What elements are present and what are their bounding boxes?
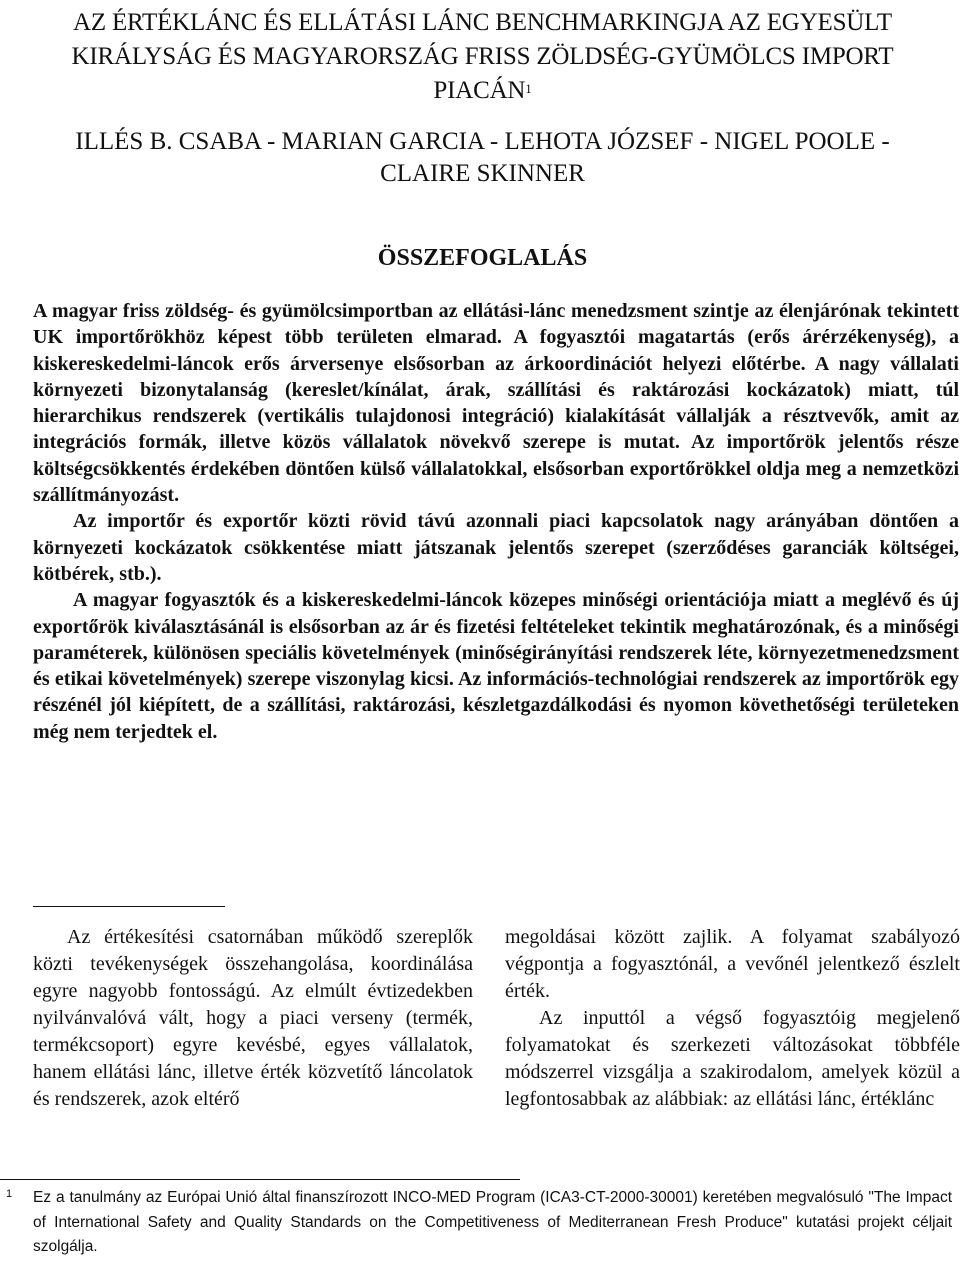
body-column-left bbox=[33, 924, 473, 1113]
author-list: ILLÉS B. CSABA - MARIAN GARCIA - LEHOTA JÓZSEF - NIGEL POOLE - CLAIRE SKINNER bbox=[75, 128, 890, 187]
footnote-text: Ez a tanulmány az Európai Unió által finanszírozott INCO-MED Program (ICA3-CT-2000-30001) keretében megvalósuló "The Impact of International Safety and Quality Standards on the Competitiveness of Mediterranean Fresh Produce" kutatási projekt céljait szolgálja. bbox=[33, 1189, 952, 1255]
body-column-right bbox=[505, 924, 960, 1113]
section-separator bbox=[33, 906, 225, 907]
footnote-mark: 1 bbox=[6, 1188, 13, 1200]
body-paragraph-right-1: megoldásai között zajlik. A folyamat szabályozó végpontja a fogyasztónál, a vevőnél jelentkező észlelt érték. bbox=[505, 926, 960, 1002]
body-paragraph-left: Az értékesítési csatornában működő szereplők közti tevékenységek összehangolása, koordinálása egyre nagyobb fontosságú. Az elmúlt évtizedekben nyilvánvalóvá vált, hogy a piaci verseny (termék, termékcsoport) egyre kevésbé, egyes vállalatok, hanem ellátási lánc, illetve érték közvetítő láncolatok és rendszerek, azok eltérő bbox=[33, 926, 473, 1110]
abstract-paragraph-3: A magyar fogyasztók és a kiskereskedelmi-láncok közepes minőségi orientációja miatt a meglévő és új exportőrök kiválasztásánál is elsősorban az ár és fizetési feltételeket tekintik meghatározónak, és a minőségi paraméterek, különösen speciális követelmények (minőségirányítási rendszerek léte, környezetmenedzsment és etikai követelmények) szerepe viszonylag kicsi. Az információs-technológiai rendszerek az importőrök egy részénél jól kiépített, de a szállítási, raktározási, készletgazdálkodási és nyomon követhetőségi területeken még nem terjedtek el. bbox=[33, 589, 959, 743]
paper-title bbox=[30, 6, 935, 108]
title-footnote-ref: 1 bbox=[525, 81, 532, 96]
abstract-body bbox=[33, 298, 959, 745]
footnote-rule bbox=[0, 1179, 520, 1180]
paper-title-text: AZ ÉRTÉKLÁNC ÉS ELLÁTÁSI LÁNC BENCHMARKINGJA AZ EGYESÜLT KIRÁLYSÁG ÉS MAGYARORSZÁG FRISS ZÖLDSÉG-GYÜMÖLCS IMPORT PIACÁN bbox=[71, 9, 894, 104]
abstract-heading: ÖSSZEFOGLALÁS bbox=[377, 245, 588, 271]
footnote bbox=[0, 1186, 960, 1260]
abstract-paragraph-2: Az importőr és exportőr közti rövid távú azonnali piaci kapcsolatok nagy arányában döntően a környezeti kockázatok csökkentése miatt játszanak jelentős szerepet (szerződéses garanciák költségei, kötbérek, stb.). bbox=[33, 510, 959, 585]
body-paragraph-right-2: Az inputtól a végső fogyasztóig megjelenő folyamatokat és szerkezeti változásokat többféle módszerrel vizsgálja a szakirodalom, amelyek közül a legfontosabbak az alábbiak: az ellátási lánc, értéklánc bbox=[505, 1007, 960, 1110]
abstract-paragraph-1: A magyar friss zöldség- és gyümölcsimportban az ellátási-lánc menedzsment szintje az élenjárónak tekintett UK importőrökhöz képest több területen elmarad. A fogyasztói magatartás (erős árérzékenység), a kiskereskedelmi-láncok erős árversenye elsősorban az árkoordinációt helyezi előtérbe. A nagy vállalati környezeti bizonytalanság (kereslet/kínálat, árak, szállítási és raktározási kockázatok) miatt, túl hierarchikus rendszerek (vertikális tulajdonosi integráció) kialakítását vállalják a résztvevők, amit az integrációs formák, illetve közös vállalatok növekvő szerepe is mutat. Az importőrök jelentős része költségcsökkentés érdekében döntően külső vállalatokkal, elsősorban exportőrökkel oldja meg a nemzetközi szállítmányozást. bbox=[33, 300, 959, 507]
